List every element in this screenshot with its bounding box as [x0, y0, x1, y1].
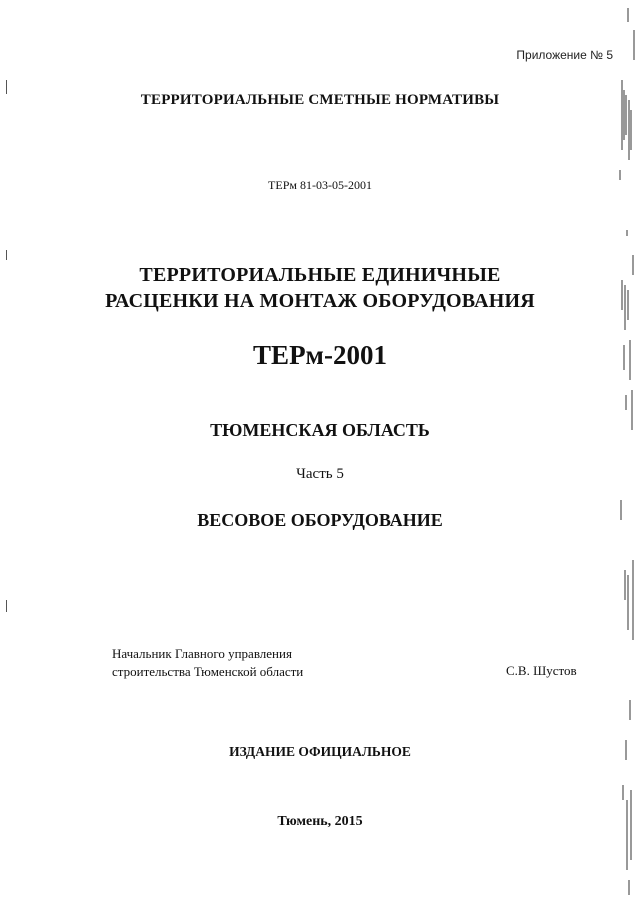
- short-code: ТЕРм-2001: [253, 340, 387, 370]
- part-number: Часть 5: [296, 466, 344, 482]
- edition-label: ИЗДАНИЕ ОФИЦИАЛЬНОЕ: [229, 744, 411, 759]
- appendix-label: Приложение № 5: [516, 48, 613, 62]
- scan-edge-artifacts: [600, 0, 640, 905]
- part-title: ВЕСОВОЕ ОБОРУДОВАНИЕ: [197, 510, 443, 530]
- scan-mark: [6, 600, 7, 612]
- signer-position-line-1: Начальник Главного управления: [112, 646, 292, 661]
- main-title: [0, 262, 640, 314]
- region-title: ТЮМЕНСКАЯ ОБЛАСТЬ: [210, 420, 430, 440]
- place-year: Тюмень, 2015: [277, 814, 363, 829]
- signer-name: С.В. Шустов: [506, 663, 577, 678]
- organization-title: ТЕРРИТОРИАЛЬНЫЕ СМЕТНЫЕ НОРМАТИВЫ: [140, 92, 500, 108]
- main-title-line-2: РАСЦЕНКИ НА МОНТАЖ ОБОРУДОВАНИЯ: [105, 290, 535, 312]
- signer-position: [112, 645, 303, 681]
- signer-position-line-2: строительства Тюменской области: [112, 664, 304, 679]
- scan-mark: [6, 250, 7, 260]
- document-code: ТЕРм 81-03-05-2001: [268, 178, 372, 192]
- main-title-line-1: ТЕРРИТОРИАЛЬНЫЕ ЕДИНИЧНЫЕ: [139, 264, 501, 286]
